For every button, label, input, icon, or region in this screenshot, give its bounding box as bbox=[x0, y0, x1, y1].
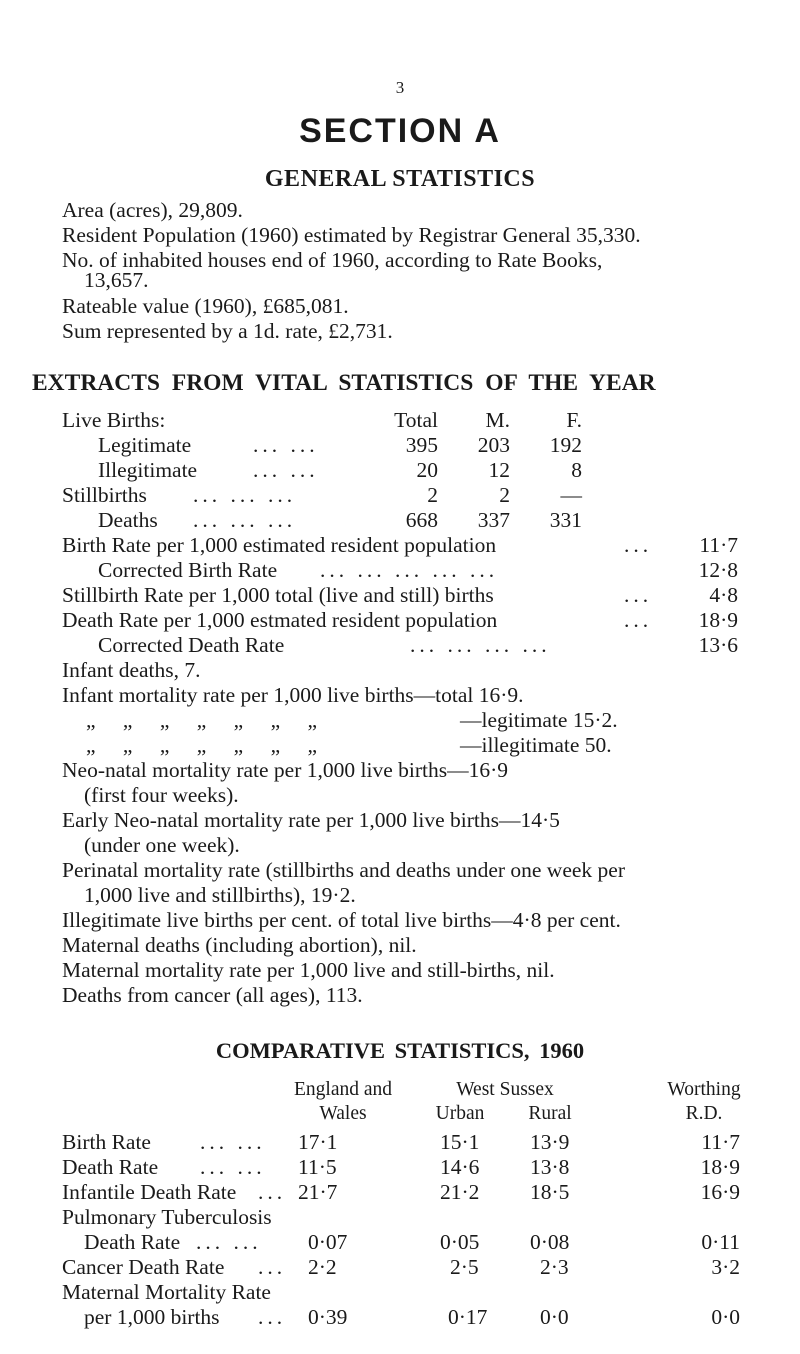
england-wales-cell: 11·5 bbox=[298, 1155, 337, 1179]
england-wales-cell: 2·2 bbox=[308, 1255, 337, 1279]
leader-dots: ... bbox=[624, 583, 653, 607]
early-neonatal-line: Early Neo-natal mortality rate per 1,000 live births—14·5 bbox=[62, 808, 560, 832]
general-statistics-heading: GENERAL STATISTICS bbox=[264, 166, 536, 192]
female-cell: 8 bbox=[571, 458, 582, 482]
worthing-cell: 0·0 bbox=[711, 1305, 740, 1329]
rural-cell: 18·5 bbox=[530, 1180, 570, 1204]
rate-value: 13·6 bbox=[698, 633, 738, 657]
header-england-wales: England and bbox=[293, 1079, 392, 1100]
rural-cell: 0·0 bbox=[540, 1305, 569, 1329]
comparative-label: Death Rate bbox=[84, 1230, 181, 1254]
leader-dots: ... ... bbox=[253, 458, 319, 482]
column-header-female: F. bbox=[566, 408, 582, 432]
leader-dots: ... bbox=[258, 1180, 287, 1204]
illegitimate-percent-line: Illegitimate live births per cent. of total live births—4·8 per cent. bbox=[62, 908, 621, 932]
comparative-label-line1: Maternal Mortality Rate bbox=[62, 1280, 271, 1304]
comparative-label: Cancer Death Rate bbox=[62, 1255, 225, 1279]
worthing-cell: 0·11 bbox=[701, 1230, 740, 1254]
leader-dots: ... ... bbox=[196, 1230, 262, 1254]
header-west-sussex: West Sussex bbox=[456, 1079, 554, 1100]
comparative-heading: COMPARATIVE STATISTICS, 1960 bbox=[215, 1038, 585, 1063]
urban-cell: 0·17 bbox=[448, 1305, 488, 1329]
urban-cell: 14·6 bbox=[440, 1155, 480, 1179]
cancer-deaths-line: Deaths from cancer (all ages), 113. bbox=[62, 983, 363, 1007]
worthing-cell: 18·9 bbox=[700, 1155, 740, 1179]
leader-dots: ... bbox=[258, 1255, 287, 1279]
female-cell: 331 bbox=[549, 508, 582, 532]
comparative-label-line1: Pulmonary Tuberculosis bbox=[62, 1205, 272, 1229]
leader-dots: ... ... ... ... ... bbox=[320, 558, 499, 582]
infant-deaths-line: Infant deaths, 7. bbox=[62, 658, 201, 682]
maternal-deaths-line: Maternal deaths (including abortion), nil. bbox=[62, 933, 417, 957]
leader-dots: ... ... bbox=[200, 1155, 266, 1179]
female-cell: 192 bbox=[549, 433, 582, 457]
england-wales-cell: 0·39 bbox=[308, 1305, 348, 1329]
worthing-cell: 11·7 bbox=[701, 1130, 740, 1154]
neonatal-line-cont: (first four weeks). bbox=[84, 783, 239, 807]
total-cell: 395 bbox=[405, 433, 438, 457]
rural-cell: 13·8 bbox=[530, 1155, 570, 1179]
row-label: Stillbirths bbox=[62, 483, 147, 507]
leader-dots: ... bbox=[624, 533, 653, 557]
urban-cell: 15·1 bbox=[440, 1130, 480, 1154]
rate-value: 11·7 bbox=[699, 533, 738, 557]
row-label: Legitimate bbox=[98, 433, 192, 457]
leader-dots: ... bbox=[258, 1305, 287, 1329]
leader-dots: ... ... ... bbox=[193, 508, 297, 532]
population-line: Resident Population (1960) estimated by Registrar General 35,330. bbox=[62, 223, 641, 247]
urban-cell: 2·5 bbox=[450, 1255, 479, 1279]
neonatal-line: Neo-natal mortality rate per 1,000 live births—16·9 bbox=[62, 758, 508, 782]
infant-mortality-total-line: Infant mortality rate per 1,000 live births—total 16·9. bbox=[62, 683, 524, 707]
rural-cell: 0·08 bbox=[530, 1230, 570, 1254]
houses-line-cont: 13,657. bbox=[84, 268, 149, 292]
infant-mortality-illegitimate: —illegitimate 50. bbox=[460, 733, 612, 757]
houses-line: No. of inhabited houses end of 1960, according to Rate Books, bbox=[62, 248, 603, 272]
female-cell: — bbox=[560, 483, 582, 507]
vital-statistics-heading: EXTRACTS FROM VITAL STATISTICS OF THE YEAR bbox=[32, 370, 656, 396]
header-england-wales-cont: Wales bbox=[319, 1103, 367, 1124]
rate-label: Death Rate per 1,000 estmated resident population bbox=[62, 608, 498, 632]
column-header-total: Total bbox=[394, 408, 438, 432]
rate-label: Birth Rate per 1,000 estimated resident population bbox=[62, 533, 497, 557]
perinatal-line-cont: 1,000 live and stillbirths), 19·2. bbox=[84, 883, 356, 907]
ditto-marks: „ „ „ „ „ „ „ bbox=[86, 733, 318, 757]
rural-cell: 13·9 bbox=[530, 1130, 570, 1154]
rate-value: 12·8 bbox=[698, 558, 738, 582]
total-cell: 2 bbox=[427, 483, 438, 507]
rate-label: Corrected Death Rate bbox=[98, 633, 285, 657]
header-worthing: Worthing bbox=[667, 1079, 741, 1100]
ditto-marks: „ „ „ „ „ „ „ bbox=[86, 708, 318, 732]
total-cell: 668 bbox=[405, 508, 438, 532]
comparative-label: Infantile Death Rate bbox=[62, 1180, 237, 1204]
rateable-value-line: Rateable value (1960), £685,081. bbox=[62, 294, 349, 318]
early-neonatal-line-cont: (under one week). bbox=[84, 833, 240, 857]
rate-label: Stillbirth Rate per 1,000 total (live and still) births bbox=[62, 583, 494, 607]
row-label: Illegitimate bbox=[98, 458, 198, 482]
male-cell: 337 bbox=[477, 508, 510, 532]
rural-cell: 2·3 bbox=[540, 1255, 569, 1279]
live-births-label: Live Births: bbox=[62, 408, 166, 432]
male-cell: 12 bbox=[488, 458, 510, 482]
leader-dots: ... bbox=[624, 608, 653, 632]
row-label: Deaths bbox=[98, 508, 158, 532]
comparative-label: Birth Rate bbox=[62, 1130, 151, 1154]
perinatal-line: Perinatal mortality rate (stillbirths and deaths under one week per bbox=[62, 858, 625, 882]
leader-dots: ... ... bbox=[253, 433, 319, 457]
total-cell: 20 bbox=[416, 458, 438, 482]
urban-cell: 0·05 bbox=[440, 1230, 480, 1254]
header-urban: Urban bbox=[435, 1103, 485, 1124]
worthing-cell: 3·2 bbox=[711, 1255, 740, 1279]
rate-label: Corrected Birth Rate bbox=[98, 558, 278, 582]
section-title: SECTION A bbox=[299, 112, 501, 150]
urban-cell: 21·2 bbox=[440, 1180, 480, 1204]
rate-value: 4·8 bbox=[709, 583, 738, 607]
worthing-cell: 16·9 bbox=[700, 1180, 740, 1204]
male-cell: 203 bbox=[477, 433, 510, 457]
leader-dots: ... ... ... ... bbox=[410, 633, 551, 657]
male-cell: 2 bbox=[499, 483, 510, 507]
column-header-male: M. bbox=[485, 408, 510, 432]
header-worthing-cont: R.D. bbox=[685, 1103, 723, 1124]
england-wales-cell: 17·1 bbox=[298, 1130, 338, 1154]
area-line: Area (acres), 29,809. bbox=[62, 198, 243, 222]
maternal-rate-line: Maternal mortality rate per 1,000 live and still-births, nil. bbox=[62, 958, 555, 982]
england-wales-cell: 0·07 bbox=[308, 1230, 348, 1254]
leader-dots: ... ... bbox=[200, 1130, 266, 1154]
infant-mortality-legitimate: —legitimate 15·2. bbox=[460, 708, 618, 732]
comparative-label: per 1,000 births bbox=[84, 1305, 220, 1329]
leader-dots: ... ... ... bbox=[193, 483, 297, 507]
rate-value: 18·9 bbox=[698, 608, 738, 632]
page-number: 3 bbox=[395, 78, 405, 97]
header-rural: Rural bbox=[528, 1103, 572, 1124]
england-wales-cell: 21·7 bbox=[298, 1180, 338, 1204]
penny-rate-line: Sum represented by a 1d. rate, £2,731. bbox=[62, 319, 393, 343]
comparative-label: Death Rate bbox=[62, 1155, 159, 1179]
